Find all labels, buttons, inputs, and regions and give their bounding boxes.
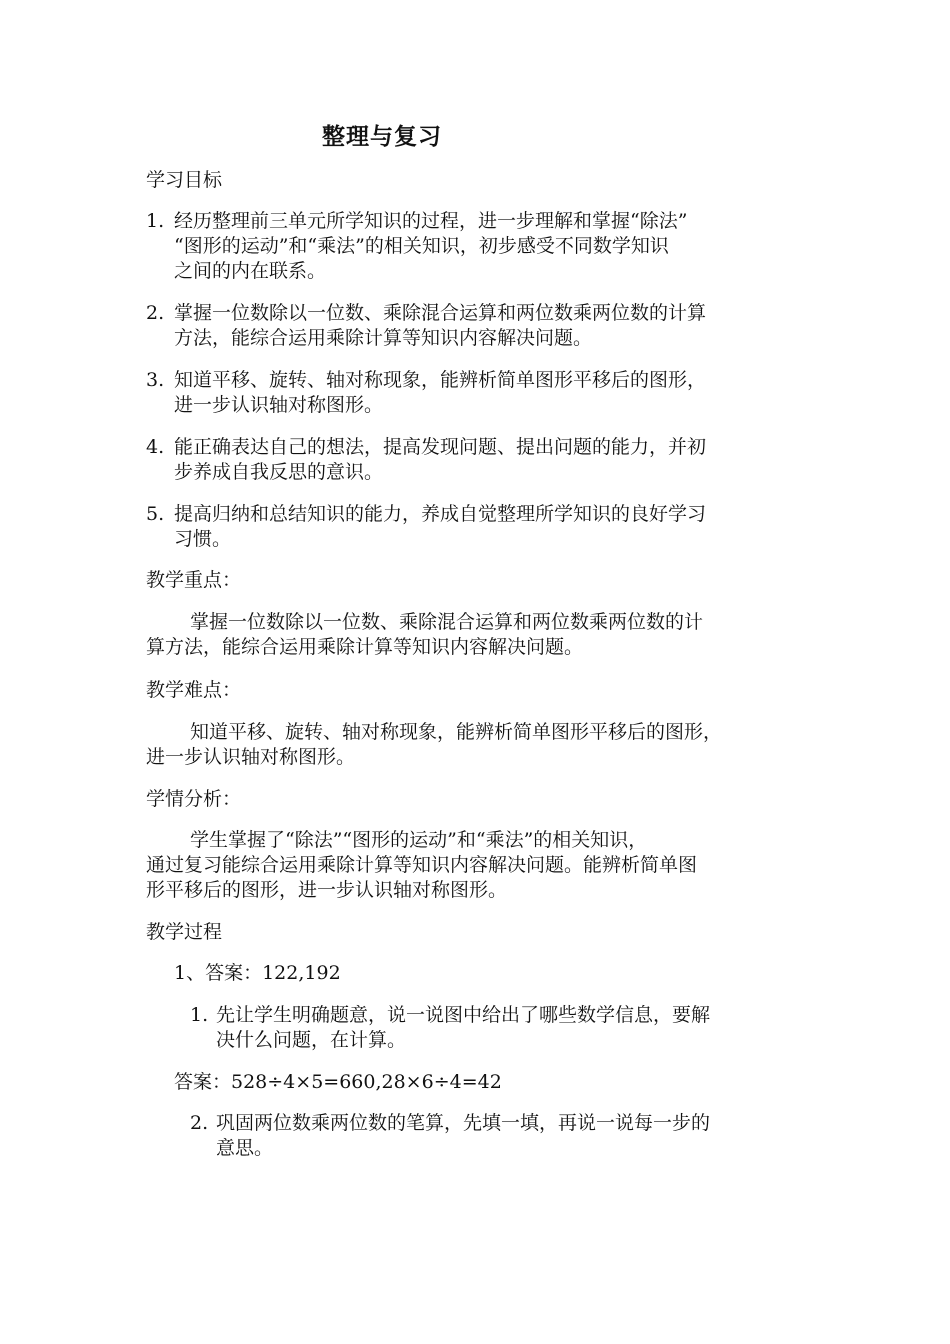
step-number: 1.	[190, 1004, 209, 1026]
objective-number: 4.	[146, 436, 165, 458]
step-line: 先让学生明确题意，说一说图中给出了哪些数学信息，要解	[216, 1004, 711, 1026]
objective-line: 经历整理前三单元所学知识的过程，进一步理解和掌握“除法”	[174, 210, 688, 232]
objective-line: 掌握一位数除以一位数、乘除混合运算和两位数乘两位数的计算	[174, 302, 707, 324]
process-answer-2: 答案：528÷4×5=660,28×6÷4=42	[174, 1071, 502, 1093]
difficulties-heading: 教学难点：	[146, 679, 242, 701]
objective-line: 知道平移、旋转、轴对称现象，能辨析简单图形平移后的图形，	[174, 369, 707, 391]
objectives-heading: 学习目标	[146, 169, 223, 191]
objective-line: 之间的内在联系。	[174, 260, 327, 282]
objective-line: 能正确表达自己的想法，提高发现问题、提出问题的能力，并初	[174, 436, 707, 458]
analysis-line: 学生掌握了“除法”“图形的运动”和“乘法”的相关知识，	[190, 829, 648, 851]
objective-number: 5.	[146, 503, 165, 525]
analysis-line: 形平移后的图形，进一步认识轴对称图形。	[146, 879, 508, 901]
objective-number: 1.	[146, 210, 165, 232]
step-line: 决什么问题，在计算。	[216, 1029, 407, 1051]
step-line: 意思。	[216, 1137, 274, 1159]
objective-line: 提高归纳和总结知识的能力，养成自觉整理所学知识的良好学习	[174, 503, 707, 525]
difficulties-line: 知道平移、旋转、轴对称现象，能辨析简单图形平移后的图形，	[190, 721, 723, 743]
key-points-heading: 教学重点：	[146, 569, 242, 591]
objective-line: “图形的运动”和“乘法”的相关知识，初步感受不同数学知识	[174, 235, 669, 257]
step-number: 2.	[190, 1112, 209, 1134]
process-heading: 教学过程	[146, 921, 223, 943]
page-title: 整理与复习	[322, 124, 442, 150]
objective-number: 2.	[146, 302, 165, 324]
objective-line: 习惯。	[174, 528, 232, 550]
analysis-heading: 学情分析：	[146, 788, 242, 810]
objective-line: 进一步认识轴对称图形。	[174, 394, 384, 416]
key-points-line: 算方法，能综合运用乘除计算等知识内容解决问题。	[146, 636, 584, 658]
step-line: 巩固两位数乘两位数的笔算，先填一填，再说一说每一步的	[216, 1112, 711, 1134]
key-points-line: 掌握一位数除以一位数、乘除混合运算和两位数乘两位数的计	[190, 611, 704, 633]
difficulties-line: 进一步认识轴对称图形。	[146, 746, 356, 768]
analysis-line: 通过复习能综合运用乘除计算等知识内容解决问题。能辨析简单图	[146, 854, 698, 876]
objective-number: 3.	[146, 369, 165, 391]
objective-line: 方法，能综合运用乘除计算等知识内容解决问题。	[174, 327, 593, 349]
objective-line: 步养成自我反思的意识。	[174, 461, 384, 483]
process-answer-1: 1、答案：122,192	[174, 962, 341, 984]
